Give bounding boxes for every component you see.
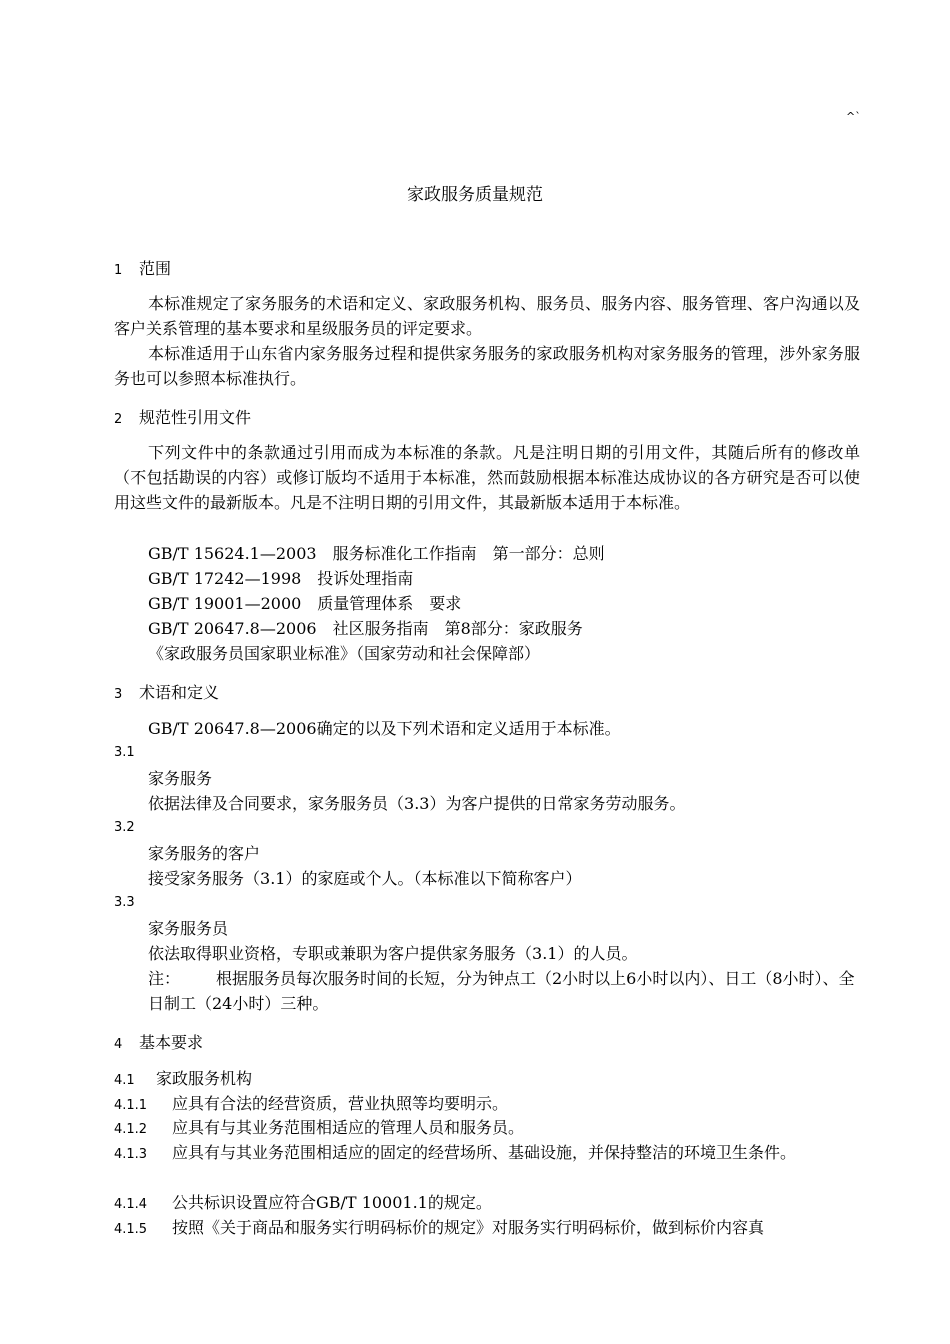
term-definition: 依据法律及合同要求，家务服务员（3.3）为客户提供的日常家务劳动服务。 — [148, 794, 686, 813]
section-title: 术语和定义 — [139, 683, 220, 702]
scope-paragraph-1: 本标准规定了家务服务的术语和定义、家政服务机构、服务员、服务内容、服务管理、客户沟通以及客户关系管理的基本要求和星级服务员的评定要求。 — [114, 294, 860, 338]
document-title: 家政服务质量规范 — [407, 185, 543, 205]
subsection-title: 家政服务机构 — [156, 1069, 253, 1088]
section-number: 3 — [114, 687, 123, 702]
term-heading: 家务服务的客户 — [148, 844, 261, 863]
section-number: 1 — [114, 263, 123, 278]
clause-number: 3.3 — [114, 895, 135, 910]
section-1-heading — [114, 256, 171, 279]
section-4-heading — [114, 1030, 203, 1053]
term-definition: 接受家务服务（3.1）的家庭或个人。（本标准以下简称客户） — [148, 869, 582, 888]
section-2-heading — [114, 405, 251, 428]
terms-intro: GB/T 20647.8—2006确定的以及下列术语和定义适用于本标准。 — [148, 719, 621, 738]
requirement-item: 4.1.4 公共标识设置应符合GB/T 10001.1的规定。 — [114, 1193, 492, 1212]
section-number: 2 — [114, 412, 123, 427]
section-title: 基本要求 — [139, 1033, 204, 1052]
term-heading: 家务服务 — [148, 769, 213, 788]
subsection-number: 4.1 — [114, 1073, 135, 1088]
term-note — [148, 966, 860, 1016]
section-title: 范围 — [139, 259, 172, 278]
scope-paragraph-2: 本标准适用于山东省内家务服务过程和提供家务服务的家政服务机构对家务服务的管理，涉外家务服务也可以参照本标准执行。 — [114, 344, 860, 388]
term-definition: 依法取得职业资格，专职或兼职为客户提供家务服务（3.1）的人员。 — [148, 944, 638, 963]
references-paragraph: 下列文件中的条款通过引用而成为本标准的条款。凡是注明日期的引用文件，其随后所有的修改单（不包括勘误的内容）或修订版均不适用于本标准，然而鼓励根据本标准达成协议的各方研究是否可以使用这些文件的最新版本。凡是不注明日期的引用文件，其最新版本适用于本标准。 — [114, 443, 860, 512]
reference-item: GB/T 17242—1998 投诉处理指南 — [148, 569, 414, 588]
clause-number: 3.1 — [114, 745, 135, 760]
reference-item: GB/T 20647.8—2006 社区服务指南 第8部分：家政服务 — [148, 619, 583, 638]
requirement-item: 4.1.1 应具有合法的经营资质，营业执照等均要明示。 — [114, 1094, 509, 1113]
note-text: 根据服务员每次服务时间的长短，分为钟点工（2小时以上6小时以内）、日工（8小时）、全日制工（24小时）三种。 — [148, 969, 855, 1013]
reference-item: GB/T 15624.1—2003 服务标准化工作指南 第一部分：总则 — [148, 544, 605, 563]
subsection-heading — [114, 1066, 860, 1093]
section-number: 4 — [114, 1037, 123, 1052]
header-mark: ^` — [846, 110, 861, 123]
requirement-item: 4.1.2 应具有与其业务范围相适应的管理人员和服务员。 — [114, 1118, 525, 1137]
requirement-item: 4.1.5 按照《关于商品和服务实行明码标价的规定》对服务实行明码标价，做到标价内容真 — [114, 1218, 765, 1237]
term-heading: 家务服务员 — [148, 919, 229, 938]
reference-item: 《家政服务员国家职业标准》（国家劳动和社会保障部） — [148, 644, 541, 663]
section-title: 规范性引用文件 — [139, 408, 252, 427]
clause-number: 3.2 — [114, 820, 135, 835]
section-3-heading — [114, 680, 219, 703]
note-label: 注： — [148, 969, 181, 988]
reference-item: GB/T 19001—2000 质量管理体系 要求 — [148, 594, 462, 613]
requirement-item: 4.1.3 应具有与其业务范围相适应的固定的经营场所、基础设施，并保持整洁的环境卫生条件。 — [114, 1143, 797, 1162]
